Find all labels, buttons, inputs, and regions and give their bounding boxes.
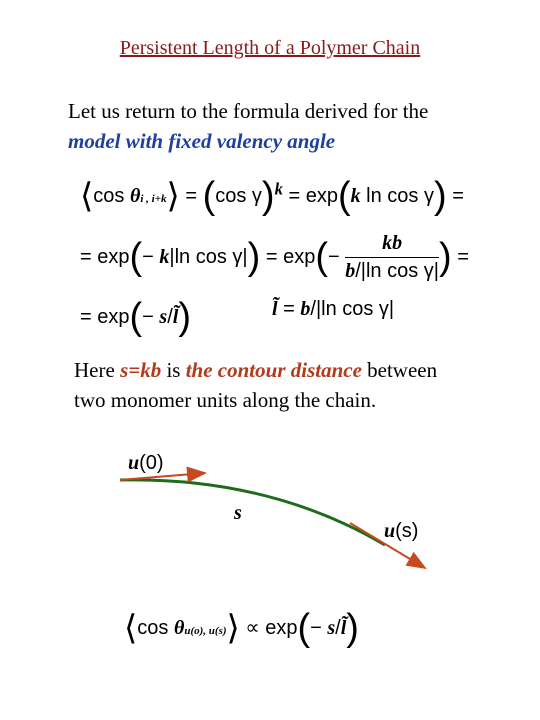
label-s: s — [234, 502, 242, 524]
intro-line-2: model with fixed valency angle — [68, 129, 336, 153]
intro-line-1: Let us return to the formula derived for the — [68, 99, 429, 123]
bottom-relation: ⟨cos θu(o), u(s)⟩ ∝ exp(− s/l̃) — [124, 607, 359, 649]
equation-line-2: = exp(− k|ln cos γ|) = exp(− $\frac{kb}{\text{b/|ln cos γ|}}$ ) = — [80, 232, 469, 282]
polymer-chain-curve — [120, 480, 385, 545]
eq-equals: = — [185, 185, 197, 207]
page-title: Persistent Length of a Polymer Chain — [119, 37, 421, 59]
contour-line-2: two monomer units along the chain. — [74, 388, 377, 412]
chain-diagram — [0, 440, 540, 590]
eq-sub-index: i , i+k — [140, 193, 167, 205]
intro-text — [68, 96, 428, 156]
eq-k-exponent: k — [274, 179, 283, 199]
equation-ltilde-def: l̃ = b/|ln cos γ| — [272, 298, 395, 320]
eq-cos: cos — [93, 185, 125, 207]
label-us: u(s) — [384, 520, 419, 542]
equation-line-1: ⟨cos θi , i+k⟩ = (cos γ)$^k$ = exp(k ln cos γ) = — [80, 175, 464, 217]
label-u0: u(0) — [128, 452, 164, 474]
eq-cosgamma: cos γ — [215, 185, 262, 207]
contour-text — [74, 355, 437, 415]
equation-line-3: = exp(− s/l̃) — [80, 296, 191, 338]
eq-fraction: $\frac{kb}{\text{b/|ln cos γ|}}$ — [345, 232, 439, 282]
eq-theta: θ — [129, 185, 141, 207]
contour-line-1: Here s=kb is the contour distance between — [74, 358, 438, 382]
eq-exp: exp — [305, 185, 338, 207]
